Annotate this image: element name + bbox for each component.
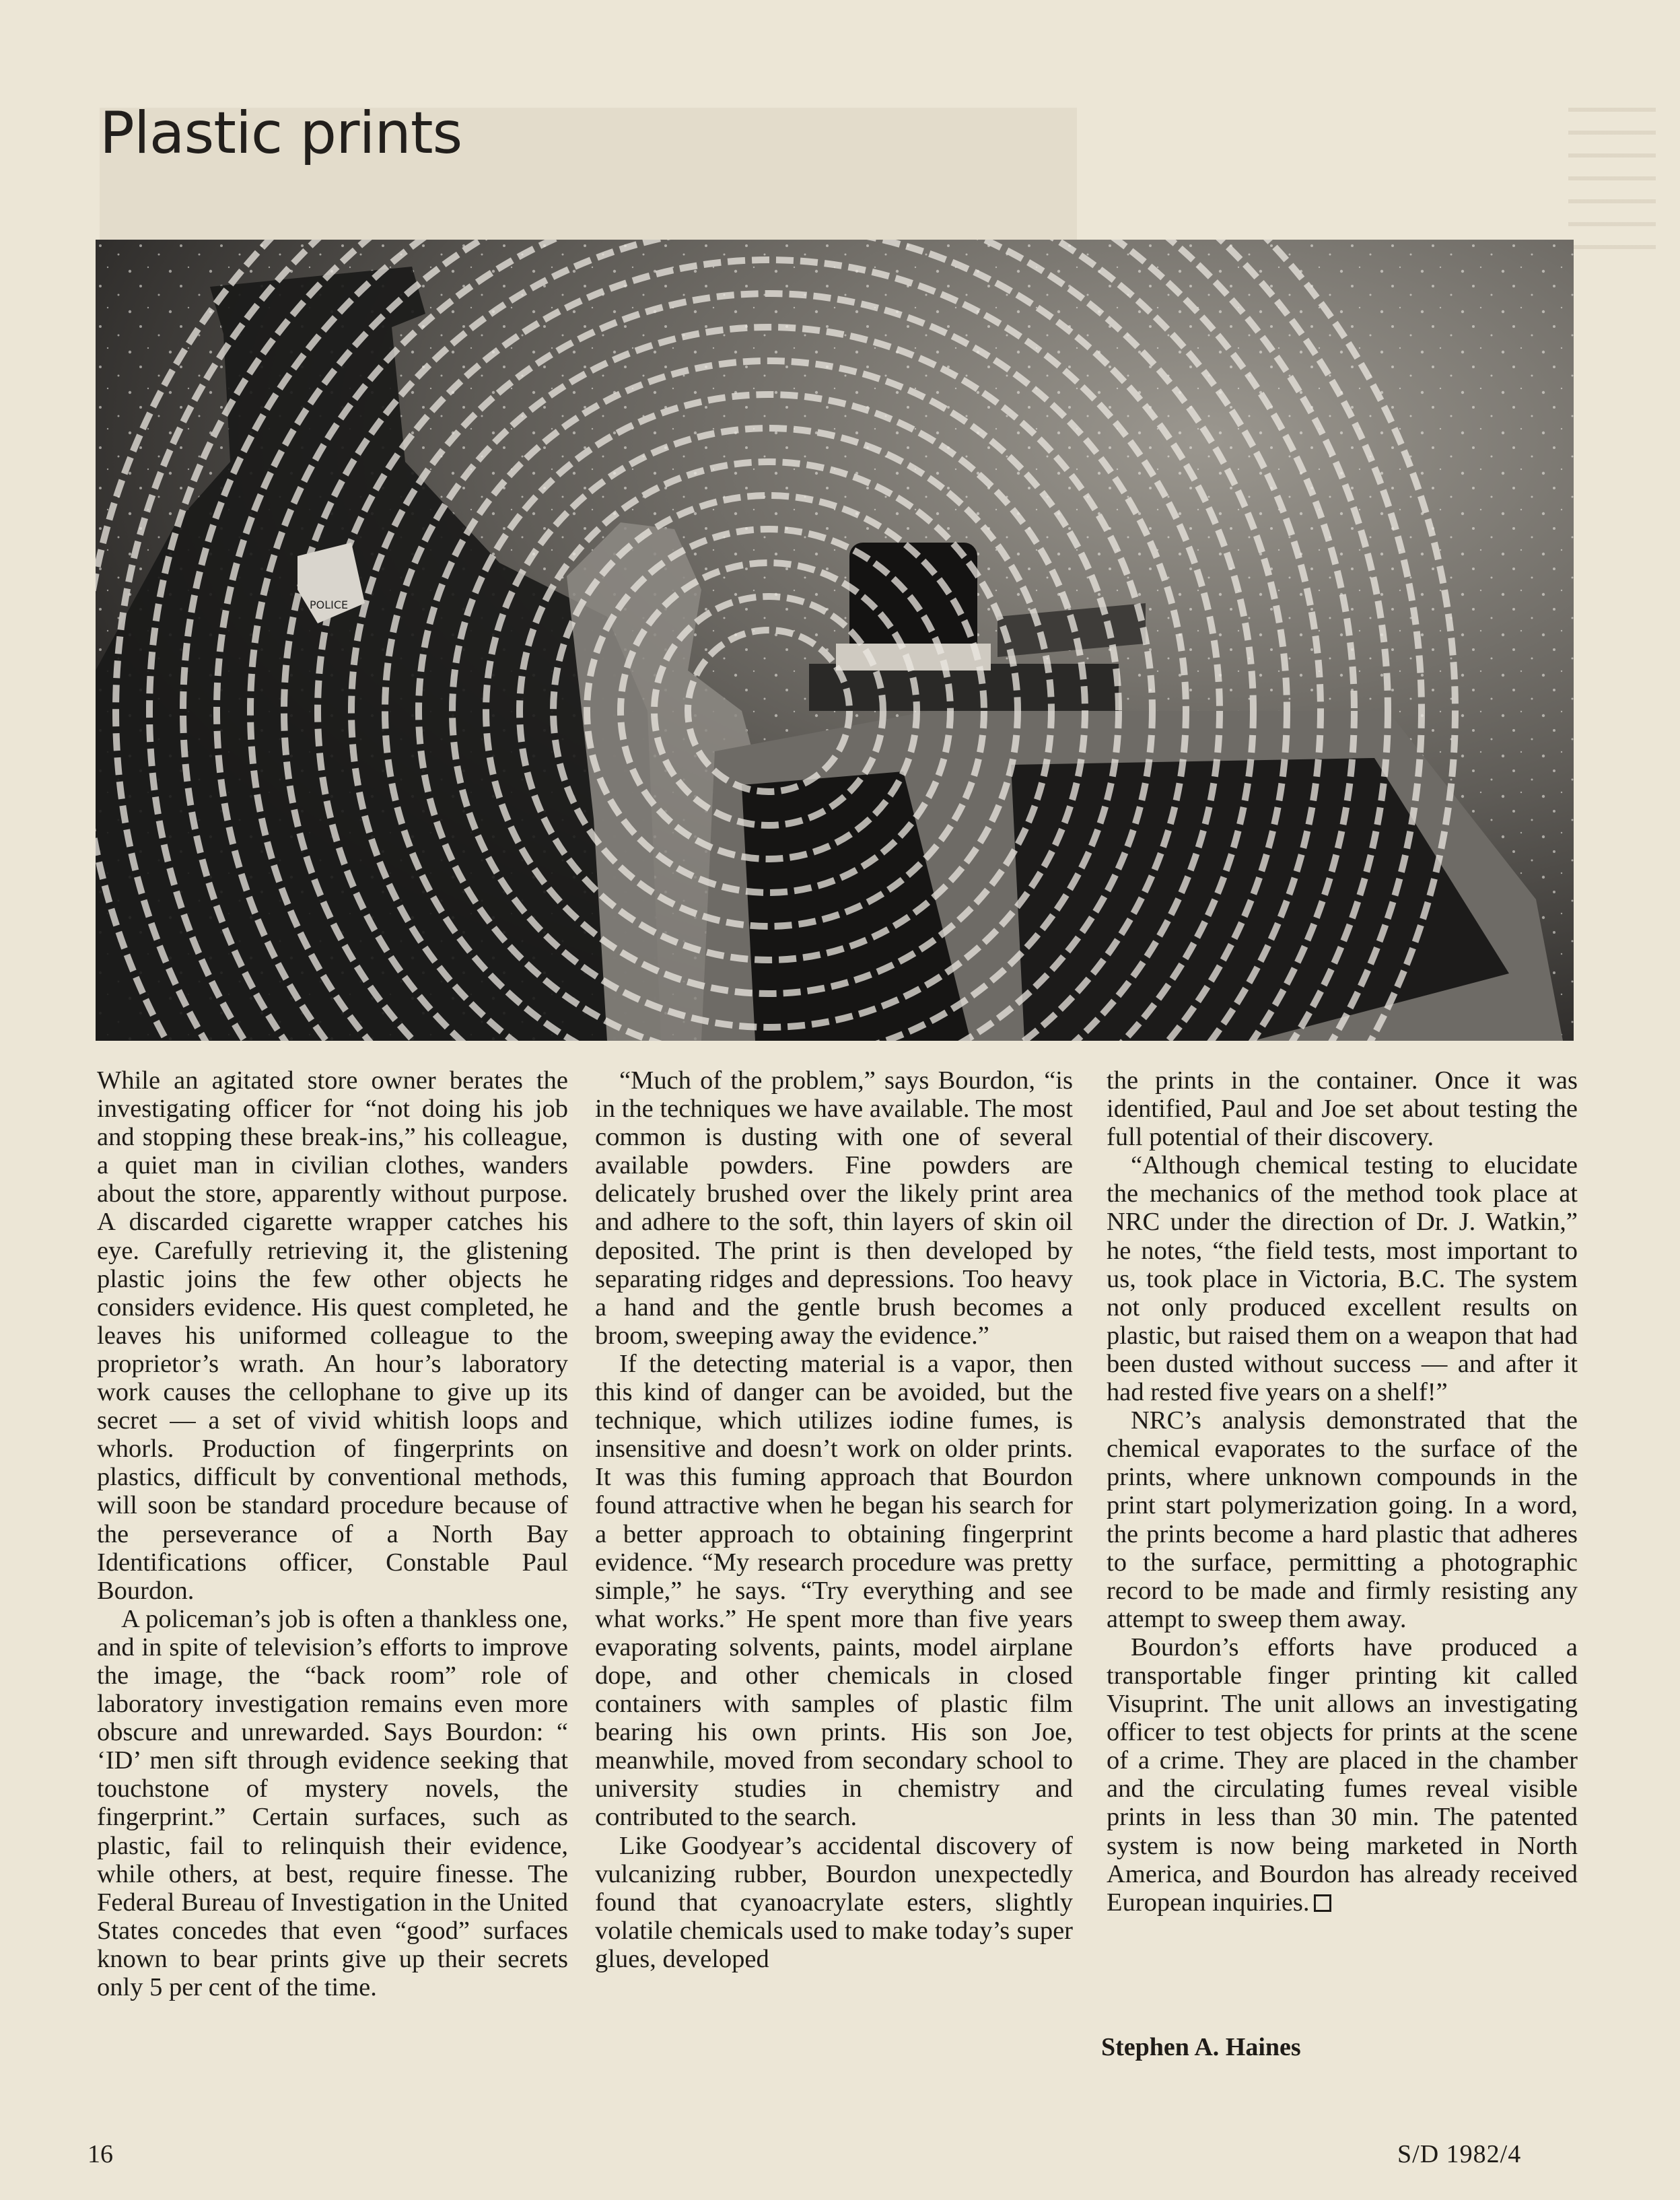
page-number: 16 [88,2140,113,2168]
end-mark-icon [1314,1894,1331,1912]
paragraph [1107,1633,1578,1917]
bleed-through-text [1568,108,1656,249]
paragraph-text: Bourdon’s efforts have produced a transportable finger printing kit called Visuprint. The unit allows an investigating officer to test objects for prints at the scene of a crime. They are placed in the chamber and the circulating fumes reveal visible prints in less than 30 min. The patented system is now being marketed in North America, and Bourdon has already received European inquiries. [1107,1632,1578,1917]
paragraph: the prints in the container. Once it was identified, Paul and Joe set about testing the full potential of their discovery. [1107,1066,1578,1152]
patch-label: POLICE [310,598,349,611]
paragraph: A policeman’s job is often a thankless one, and in spite of television’s efforts to improve the image, the “back room” role of laboratory investigation remains even more obscure and unrewarded. Says Bourdon: “ ‘ID’ men sift through evidence seeking that touchstone of mystery novels, the fingerprint.” Certain surfaces, such as plastic, fail to relinquish their evidence, while others, at best, require finesse. The Federal Bureau of Investigation in the United States concedes that even “good” surfaces known to bear prints give up their secrets only 5 per cent of the time. [97,1604,568,2001]
text-column-3 [1107,1066,1578,1917]
paragraph: While an agitated store owner berates the investigating officer for “not doing his job and stopping these break-ins,” his colleague, a quiet man in civilian clothes, wanders about the store, apparently without purpose. A discarded cigarette wrapper catches his eye. Carefully retrieving it, the glistening plastic joins the few other objects he considers evidence. His quest completed, he leaves his uniformed colleague to the proprietor’s wrath. An hour’s laboratory work causes the cellophane to give up its secret — a set of vivid whitish loops and whorls. Production of fingerprints on plastics, difficult by conventional methods, will soon be standard procedure because of the perseverance of a North Bay Identifications officer, Constable Paul Bourdon. [97,1066,568,1605]
paragraph: “Much of the problem,” says Bourdon, “is in the techniques we have available. The most common is dusting with one of several available powders. Fine powders are delicately brushed over the likely print area and adhere to the soft, thin layers of skin oil deposited. The print is then developed by separating ridges and depressions. Too heavy a hand and the gentle brush becomes a broom, sweeping away the evidence.” [595,1066,1073,1350]
article-photo [96,240,1574,1041]
text-column-2 [595,1066,1073,1973]
paragraph: If the detecting material is a vapor, then this kind of danger can be avoided, but the technique, which utilizes iodine fumes, is insensitive and doesn’t work on older prints. It was this fuming approach that Bourdon found attractive when he began his search for a better approach to obtaining fingerprint evidence. “My research procedure was pretty simple,” he says. “Try everything and see what works.” He spent more than five years evaporating solvents, paints, model airplane dope, and other chemicals in closed containers with samples of plastic film bearing his own prints. His son Joe, meanwhile, moved from secondary school to university studies in chemistry and contributed to the search. [595,1349,1073,1832]
paragraph: “Although chemical testing to elucidate the mechanics of the method took place at NRC under the direction of Dr. J. Watkin,” he notes, “the field tests, most important to us, took place in Victoria, B.C. The system not only produced excellent results on plastic, but raised them on a weapon that had been dusted without success — and after it had rested five years on a shelf!” [1107,1151,1578,1407]
paragraph: Like Goodyear’s accidental discovery of vulcanizing rubber, Bourdon unexpectedly found that cyanoacrylate esters, slightly volatile chemicals used to make today’s super glues, developed [595,1831,1073,1973]
issue-label: S/D 1982/4 [1397,2140,1522,2168]
police-car-fingerprint-photo [96,240,1574,1041]
text-column-1 [97,1066,568,2001]
article-title: Plastic prints [100,100,462,167]
paragraph: NRC’s analysis demonstrated that the chemical evaporates to the surface of the prints, where unknown compounds in the print start polymerization going. In a word, the prints become a hard plastic that adheres to the surface, permitting a photographic record to be made and firmly resisting any attempt to sweep them away. [1107,1406,1578,1633]
author-byline: Stephen A. Haines [1101,2033,1301,2061]
